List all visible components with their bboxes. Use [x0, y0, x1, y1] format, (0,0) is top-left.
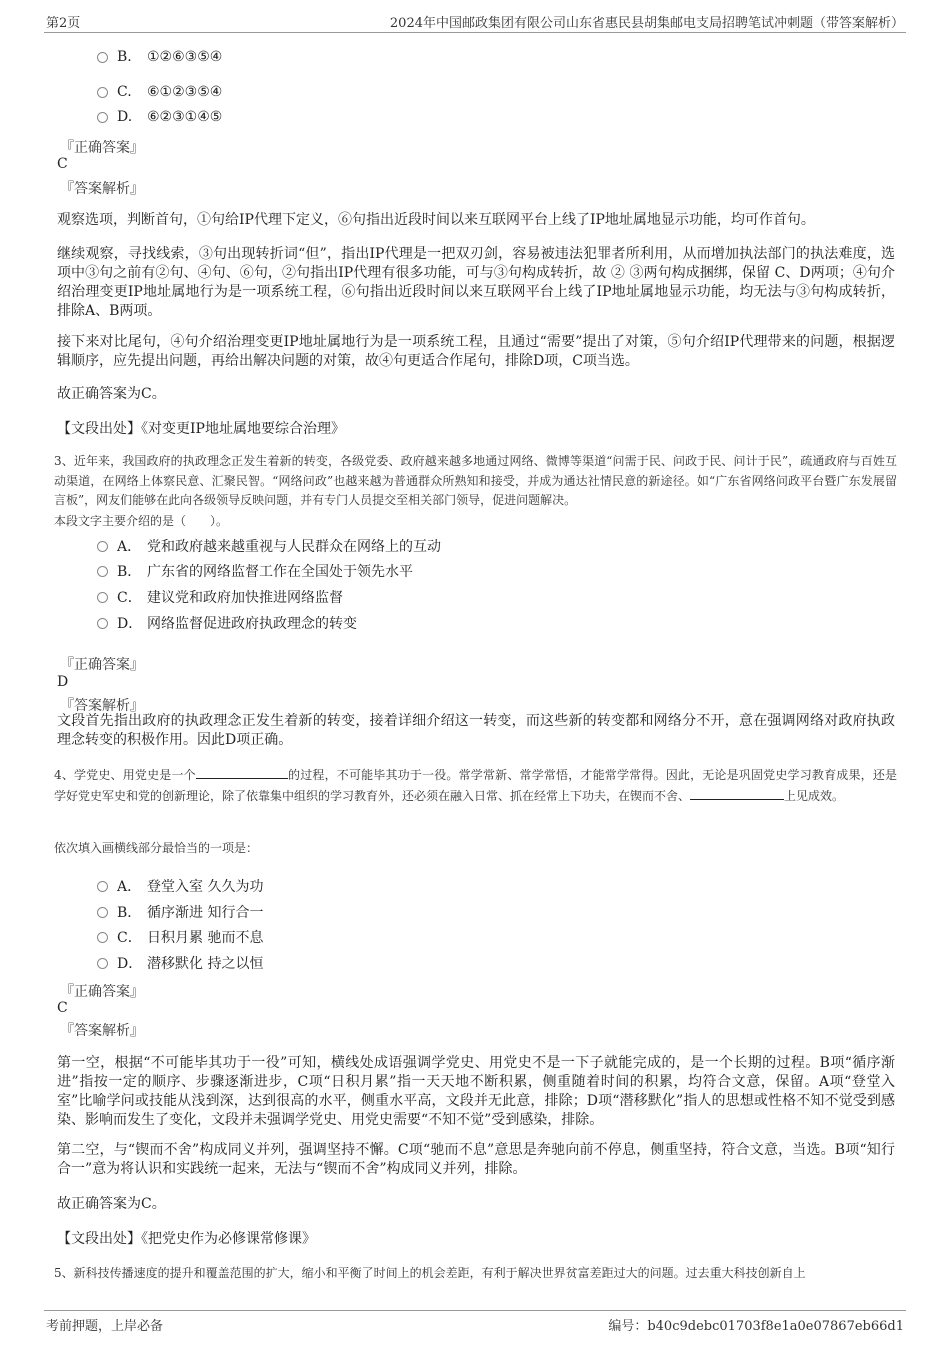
q3-analysis-label: 『答案解析』 — [60, 698, 144, 714]
source-label: 【文段出处】 — [57, 421, 141, 437]
q3-answer: D — [57, 674, 69, 690]
q4-analysis-para-2: 第二空，与“锲而不舍”构成同义并列，强调坚持不懈。C项“驰而不息”意思是奔驰向前不停息，侧重坚持，符合文意，当选。B项“知行合一”意为将认识和实践统一起来，无法与“锲而不舍”构成同义并列，排除。 — [57, 1142, 895, 1177]
q2-analysis-label: 『答案解析』 — [60, 181, 144, 197]
q4-option-c[interactable]: C． 日积月累 驰而不息 — [97, 927, 263, 947]
radio-icon[interactable] — [97, 592, 108, 603]
q4-analysis-conclusion: 故正确答案为C。 — [57, 1196, 166, 1212]
document-id: 编号：b40c9debc01703f8e1a0e07867eb66d1 — [608, 1319, 904, 1334]
q2-answer: C — [57, 156, 68, 172]
q4-option-a[interactable]: A． 登堂入室 久久为功 — [97, 876, 263, 896]
radio-icon[interactable] — [97, 958, 108, 969]
q2-analysis-conclusion: 故正确答案为C。 — [57, 386, 166, 402]
document-title: 2024年中国邮政集团有限公司山东省惠民县胡集邮电支局招聘笔试冲刺题（带答案解析） — [389, 16, 904, 31]
radio-icon[interactable] — [97, 907, 108, 918]
radio-icon[interactable] — [97, 881, 108, 892]
q5-stem: 5、新科技传播速度的提升和覆盖范围的扩大，缩小和平衡了时间上的机会差距，有利于解决世界贫富差距过大的问题。过去重大科技创新自上 — [54, 1266, 806, 1280]
q3-option-a[interactable]: A． 党和政府越来越重视与人民群众在网络上的互动 — [97, 536, 441, 556]
q2-source — [57, 418, 345, 438]
q2-option-d[interactable]: D. ⑥②③①④⑤ — [97, 109, 222, 125]
q3-option-b[interactable]: B． 广东省的网络监督工作在全国处于领先水平 — [97, 561, 413, 581]
q3-option-c[interactable]: C． 建议党和政府加快推进网络监督 — [97, 587, 343, 607]
header-divider — [44, 32, 906, 33]
q3-option-d[interactable]: D． 网络监督促进政府执政理念的转变 — [97, 613, 357, 633]
radio-icon[interactable] — [97, 618, 108, 629]
q2-answer-label: 『正确答案』 — [60, 140, 144, 156]
source-title: 《把党史作为必修课常修课》 — [141, 1231, 316, 1247]
q4-source — [57, 1228, 316, 1248]
radio-icon[interactable] — [97, 112, 108, 123]
radio-icon[interactable] — [97, 566, 108, 577]
q3-analysis: 文段首先指出政府的执政理念正发生着新的转变，接着详细介绍这一转变，而这些新的转变都和网络分不开，意在强调网络对政府执政理念转变的积极作用。因此D项正确。 — [57, 713, 895, 748]
source-title: 《对变更IP地址属地要综合治理》 — [141, 421, 345, 437]
radio-icon[interactable] — [97, 932, 108, 943]
q2-option-c[interactable]: C. ⑥①②③⑤④ — [97, 84, 222, 100]
q2-analysis-para-1: 观察选项，判断首句，①句给IP代理下定义，⑥句指出近段时间以来互联网平台上线了IP地址属地显示功能，均可作首句。 — [57, 212, 815, 228]
source-label: 【文段出处】 — [57, 1231, 141, 1247]
radio-icon[interactable] — [97, 87, 108, 98]
footer-slogan: 考前押题，上岸必备 — [46, 1319, 164, 1334]
footer-divider — [44, 1310, 906, 1311]
q2-analysis-para-2: 继续观察，寻找线索，③句出现转折词“但”，指出IP代理是一把双刃剑，容易被违法犯罪者所利用，从而增加执法部门的执法难度，选项中③句之前有②句、④句、⑥句，②句指出IP代理有很多功能，可与③句构成转折，故 ② ③两句构成捆绑，保留 C、D两项；④句介绍治理变更IP地址属地行为是一项系统工程，⑥句指出近段时间以来互联网平台上线了IP地址属地显示功能，均无法与③句构成转折，排除A、B两项。 — [57, 246, 895, 319]
q4-analysis-label: 『答案解析』 — [60, 1023, 144, 1039]
q4-analysis-para-1: 第一空，根据“不可能毕其功于一役”可知，横线处成语强调学党史、用党史不是一下子就能完成的，是一个长期的过程。B项“循序渐进”指按一定的顺序、步骤逐渐进步，C项“日积月累”指一天天地不断积累，侧重随着时间的积累，均符合文意，保留。A项“登堂入室”比喻学问或技能从浅到深，达到很高的水平，侧重水平高，文段并无此意，排除；D项“潜移默化”指人的思想或性格不知不觉受到感染、影响而发生了变化，文段并未强调学党史、用党史需要“不知不觉”受到感染，排除。 — [57, 1055, 895, 1128]
radio-icon[interactable] — [97, 52, 108, 63]
q2-analysis-para-3: 接下来对比尾句，④句介绍治理变更IP地址属地行为是一项系统工程，且通过“需要”提出了对策，⑤句介绍IP代理带来的问题，根据逻辑顺序，应先提出问题，再给出解决问题的对策，故④句更适合作尾句，排除D项，C项当选。 — [57, 334, 895, 369]
q3-answer-label: 『正确答案』 — [60, 657, 144, 673]
fill-blank-1 — [196, 765, 288, 779]
q3-stem: 3、近年来，我国政府的执政理念正发生着新的转变，各级党委、政府越来越多地通过网络、微博等渠道“问需于民、问政于民、问计于民”，疏通政府与百姓互动渠道，在网络上体察民意、汇聚民智。“网络问政”也越来越为普通群众所熟知和接受，并成为通达社情民意的新途径。如“广东省网络问政平台暨广东发展留言板”，网友们能够在此向各级领导反映问题，并有专门人员提交至相关部门领导，促进问题解决。 — [54, 454, 897, 507]
q4-option-b[interactable]: B． 循序渐进 知行合一 — [97, 902, 263, 922]
q4-answer: C — [57, 1000, 68, 1016]
q4-prompt: 依次填入画横线部分最恰当的一项是： — [54, 841, 259, 855]
q4-answer-label: 『正确答案』 — [60, 984, 144, 1000]
q3-prompt: 本段文字主要介绍的是（ ）。 — [54, 514, 229, 528]
radio-icon[interactable] — [97, 541, 108, 552]
q4-option-d[interactable]: D． 潜移默化 持之以恒 — [97, 953, 263, 973]
page-number: 第2页 — [46, 16, 81, 31]
q4-stem: 4、学党史、用党史是一个 的过程，不可能毕其功于一役。常学常新、常学常悟，才能常学常得。因此，无论是巩固党史学习教育成果，还是学好党史军史和党的创新理论，除了依靠集中组织的学习教育外，还必须在融入日常、抓在经常上下功夫，在锲而不舍、 上见成效。 — [54, 765, 897, 806]
fill-blank-2 — [690, 786, 784, 800]
q2-option-b[interactable]: B. ①②⑥③⑤④ — [97, 49, 222, 65]
